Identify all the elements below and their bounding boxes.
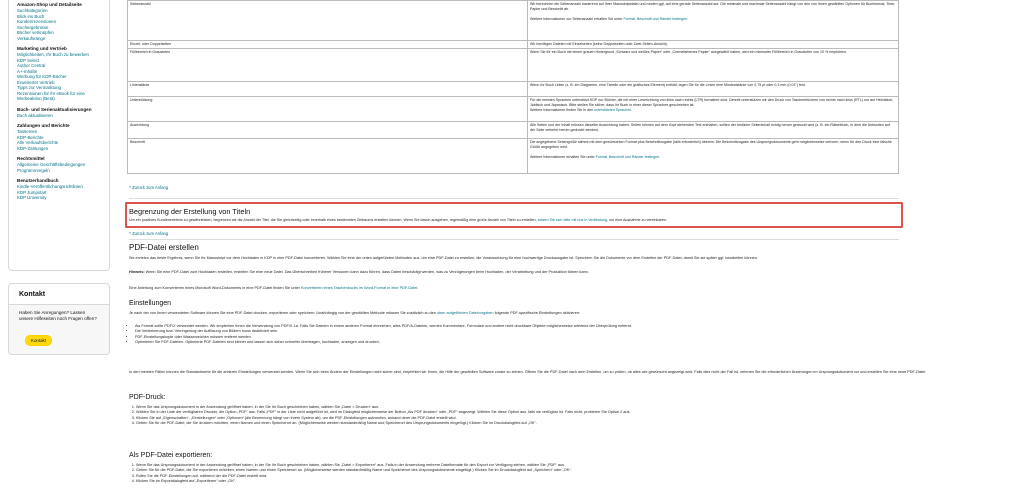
settings-intro-text: Je nach der von Ihnen verwendeten Software können Sie eine PDF-Datei drucken, exportieren oder speichern. Unabhängig von der gewählten Methode müssen Sie zusätzlich zu den	[129, 311, 437, 315]
word-conversion-link[interactable]: Konvertieren eines Taschenbuchs im Word-Format in eine PDF-Datei.	[300, 286, 419, 290]
list-item: 3. Rufen Sie die PDF-Einstellungen auf, während der die PDF-Datei erstellt wird.	[136, 474, 1009, 479]
sidebar-link[interactable]: Tipps zur Vermarktung	[17, 85, 62, 90]
sidebar-section-title: Benutzerhandbuch	[17, 178, 59, 183]
sidebar-section-title: Buch- und Serienaktualisierungen	[17, 106, 92, 112]
help-sidebar	[8, 0, 110, 271]
sidebar-link[interactable]: Tantiemen	[17, 129, 38, 134]
sidebar-section-title: Zahlungen und Berichte	[17, 123, 70, 128]
sidebar-link[interactable]: Author Central	[17, 63, 46, 68]
table-cell-more: Weitere Informationen zur Seitenanzahl erhalten Sie unter	[530, 17, 624, 21]
list-item: • PDF-Einstellungskopie oder Wasserzeichen müssen entfernt werden.	[135, 335, 1009, 340]
limit-text-body: Um ein positives Kundenerlebnis zu gewährleisten, begrenzen wir die Anzahl der Titel, die Sie gleichzeitig oder innerhalb eines bestimmten Zeitraums erstellen können. Wenn Sie davon ausgehen, regelmäßig eine große Anzahl von Titeln zu erstellen,	[129, 218, 538, 222]
table-cell-name: Ausrichtung	[128, 122, 528, 139]
table-cell-more: Weitere Informationen erhalten Sie unter	[530, 155, 596, 159]
table-cell-text	[528, 139, 899, 174]
table-cell-desc: Für die meisten Sprachen unterstützt KDP nur Bücher, die mit einer Leserichtung von links nach rechts (LTR) formatiert sind. Derzeit unterstützen wir den Druck von Taschenbüchern von rechts nach links (RTL) nur auf Hebräisch, Jiddisch und Japanisch. Bitte stellen Sie sicher, dass Ihr Buch in einer dieser Sprachen geschrieben ist.	[530, 98, 894, 107]
sidebar-link[interactable]: Suchkategorien	[17, 8, 48, 13]
sidebar-link[interactable]: KDP-Berichte	[17, 134, 44, 140]
sidebar-link[interactable]: KDP University	[17, 195, 47, 200]
list-item: 3. Klicken Sie auf „Eigenschaften“, „Einstellungen“ oder „Optionen“ (die Benennung hängt von Ihrem System ab), um die PDF-Einstellungen aufzurufen, anhand derer die PDF-Datei erstellt wird.	[136, 416, 1009, 421]
table-cell-text: Wenn Ihr Buch Linien (z. B. ein Diagramm, eine Tabelle oder ein grafisches Element) enthält, legen Sie für die Linien eine Mindeststärke von 0,75 pt oder 0,3 mm (0,01") fest.	[528, 82, 899, 97]
table-cell-text: Wenn Sie für ein Buch mit einem grauen Hintergrund „Schwarz und weißes Papier“ oder „Cremefarbenes Papier“ ausgewählt haben, wird ein minimaler Füllbereich in Graustufen von 10 % empfohlen.	[528, 49, 899, 82]
table-cell-name: Füllbereich in Graustufen	[128, 49, 528, 82]
sidebar-section-title: Rechtsmittel	[17, 156, 45, 161]
sidebar-link[interactable]: Blick ins Buch	[17, 13, 45, 19]
list-item: • Die Verkleinerung bzw. Verringerung der Auflösung von Bildern muss deaktiviert sein.	[135, 329, 1009, 334]
sidebar-link[interactable]: KDP Select	[17, 57, 40, 63]
section-title-export: Als PDF-Datei exportieren:	[129, 452, 213, 459]
table-cell-desc: Die angegebene Seitengröße stimmt mit dem gewünschten Format plus Beschnittzugabe (falls erforderlich) überein. Die Beschnittzugabe des Ursprungsdokuments geht möglicherweise verloren, wenn für den Druck eine falsche Größe angegeben wird.	[530, 140, 892, 149]
sidebar-link[interactable]: KDP Jumpstart	[17, 189, 47, 195]
list-item: 4. Geben Sie für die PDF-Datei, die Sie drucken möchten, einen Namen und einen Speicherort an. (Möglicherweise werden standardmäßig Name und Speicherort des Ursprungsdokuments eingefügt.) Klicken Sie im Druckdialogfeld auf „OK“.	[136, 421, 1009, 426]
pdf-word-note	[129, 286, 1009, 291]
list-item: 4. Klicken Sie im Exportdialogfeld auf „Exportieren“ oder „OK“.	[136, 479, 1009, 484]
table-row	[128, 1, 899, 41]
table-cell-name: Seitenanzahl	[128, 1, 528, 41]
limit-text	[129, 218, 667, 222]
table-cell-name: Linienstärke	[128, 82, 528, 97]
settings-note: In den meisten Fällen können die Standardwerte für die anderen Einstellungen verwendet werden. Wenn Sie sich beim Ändern der Einstellungen nicht sicher sind, empfehlen wir Ihnen, die Hilfe der gewählten Software zurate zu ziehen. Öffnen Sie die PDF-Datei nach dem Erstellen, um zu prüfen, ob alles wie gewünscht angezeigt wird. Falls dies nicht der Fall ist, nehmen Sie die erforderlichen Änderungen im Ursprungsdokument vor und erstellen Sie eine neue PDF-Datei.	[129, 370, 927, 374]
sidebar-link[interactable]: A+-Inhalte	[17, 68, 38, 74]
contact-button[interactable]: Kontakt	[25, 335, 52, 346]
contact-title: Kontakt	[9, 284, 109, 305]
sidebar-link[interactable]: Kundenrezensionen	[17, 19, 57, 24]
file-specs-link[interactable]: oben aufgeführten Dateivorgaben	[436, 311, 494, 315]
languages-link[interactable]: unterstützten Sprachen.	[594, 108, 633, 112]
section-title-pdf: PDF-Datei erstellen	[129, 243, 199, 252]
table-cell-text: Wir benötigen Dateien mit Einzelseiten (keine Doppelseiten oder Zwei-Seiten-Ansicht).	[528, 41, 899, 49]
contact-text: Haben Sie Anregungen? Lassen unsere Hilfeseiten noch Fragen offen?	[19, 310, 97, 321]
table-cell-desc: Wir berechnen die Seitenanzahl basierend auf Ihrer Manuskriptdatei und runden ggf. auf eine gerade Seitenanzahl auf. Die minimale und maximale Seitenanzahl hängt von den von Ihnen gewählten Optionen für Buchformat, Tinte, Papier und Beschnitt ab.	[530, 2, 896, 11]
pdf-intro: Sie erzielen das beste Ergebnis, wenn Sie Ihr Manuskript vor dem Hochladen in KDP in eine PDF-Datei konvertieren. Wählen Sie eine der unten aufgeführten Methoden aus, um eine PDF-Datei zu erstellen, die Voraussetzung für eine hochwertige Druckausgabe ist. Speichern Sie die Dokumente vor dem Erstellen der PDF-Datei; damit Sie sie später ggf. bearbeiten können.	[129, 256, 758, 260]
sidebar-link[interactable]: Buch aktualisieren	[17, 112, 53, 118]
table-cell-more: Weitere Informationen finden Sie in den	[530, 108, 595, 112]
section-title-print: PDF-Druck:	[129, 394, 166, 401]
sidebar-link[interactable]: Bücher verknüpfen	[17, 30, 54, 35]
sidebar-link[interactable]: Alle Verkaufsberichte	[17, 140, 59, 145]
table-row	[128, 41, 899, 49]
sidebar-link[interactable]: Werbung für KDP-Bücher	[17, 74, 67, 79]
list-item: • Als Format sollte PDF/X verwendet werden. Wir empfehlen Ihnen die Verwendung von PDF/X-1a. Falls Sie Dateien in einem anderen Format einreichen, alles PDF/A-Dateien, werden Kommentare, Formulare und andere nicht druckbare Objekte möglicherweise während der Überprüfung entfernt.	[135, 324, 1009, 329]
list-item: 2. Geben Sie für die PDF-Datei, die Sie exportieren möchten, einen Namen und einen Speicherort an. (Möglicherweise werden standardmäßig Name und Speicherort des Ursprungsdokuments eingefügt.) Klicken Sie im Druckdialogfeld auf „Speichern“ oder „OK“.	[136, 468, 1009, 473]
hint-label: Hinweis:	[129, 270, 145, 274]
settings-list	[129, 324, 1009, 346]
sidebar-link[interactable]: Programmregeln	[17, 167, 50, 173]
main-content	[121, 0, 1017, 493]
limit-text-tail: , um eine Ausnahme zu vereinbaren.	[606, 218, 668, 222]
table-row	[128, 139, 899, 174]
table-cell-name: Einzel- oder Doppelseiten	[128, 41, 528, 49]
back-to-top-link[interactable]: ^ Zurück zum Anfang	[129, 185, 169, 190]
list-item: • Optimieren Sie PDF-Dateien. Optimierte PDF-Dateien sind kleiner und lassen sich daher schneller übertragen, hochladen, anzeigen und drucken.	[135, 340, 1009, 345]
sidebar-section-title: Amazon-Shop und Detailseite	[17, 2, 82, 7]
table-cell-text: Alle Seiten und der Inhalt müssen dieselbe Ausrichtung haben. Seiten können auf dem Kopf stehenden Text enthalten, sollten der restliche Seiteninhalt richtig herum gedruckt wird (z. B. ein Rätselbuch, in dem die Antworten auf der Seite verkehrt herum gedruckt werden).	[528, 122, 899, 139]
table-row	[128, 97, 899, 122]
back-to-top-link[interactable]: ^ Zurück zum Anfang	[129, 231, 169, 236]
sidebar-link[interactable]: KDP-Zahlungen	[17, 145, 49, 151]
list-item: 1. Wenn Sie das Ursprungsdokument in der Anwendung geöffnet haben, in der Sie Ihr Buch geschrieben haben, wählen Sie „Datei > Drucken“ aus.	[136, 405, 1009, 410]
section-title-settings: Einstellungen	[129, 300, 172, 307]
sidebar-link[interactable]: Allgemeine Geschäftsbedingungen	[17, 162, 86, 167]
settings-intro-tail: folgende PDF-spezifische Einstellungen aktivieren:	[493, 311, 581, 315]
table-cell-name: Unterstützung	[128, 97, 528, 122]
sidebar-link[interactable]: Rezensionen für Ihr eBook für eine Werbeaktion (Beta)	[17, 90, 85, 101]
sidebar-link[interactable]: Möglichkeiten, Ihr Buch zu bewerben	[17, 52, 89, 57]
divider	[129, 239, 899, 240]
table-row	[128, 82, 899, 97]
settings-intro	[129, 311, 1009, 316]
sidebar-link[interactable]: Kindle-Veröffentlichungsrichtlinien	[17, 184, 83, 189]
sidebar-link[interactable]: Erweiterter Vertrieb	[17, 79, 55, 85]
sidebar-link[interactable]: Verkaufsränge	[17, 35, 46, 41]
format-link[interactable]: Format, Beschnitt und Ränder festlegen.	[595, 155, 661, 159]
list-item: 1. Wenn Sie das Ursprungsdokument in der Anwendung geöffnet haben, in der Sie Ihr Buch geschrieben haben, wählen Sie „Datei > Exportieren“ aus. Falls in der Anwendung mehrere Dateiformate für den Export zur Verfügung stehen, wählen Sie „PDF“ aus.	[136, 463, 1009, 468]
file-requirements-table	[127, 0, 899, 174]
divider	[129, 198, 899, 199]
export-steps	[129, 463, 1009, 485]
format-link[interactable]: Format, Beschnitt und Ränder festlegen.	[623, 17, 688, 21]
table-cell-text	[528, 1, 899, 41]
section-title-limit: Begrenzung der Erstellung von Titeln	[129, 207, 251, 216]
hint-text: Wenn Sie eine PDF-Datei zum Hochladen erstellen, erstellen Sie eine neue Datei. Das Überschreiben früherer Versionen kann dazu führen, dass Daten beschädigt werden, was zu Verzögerungen beim Hochladen, der Verarbeitung und der Produktion führen kann.	[144, 270, 589, 274]
sidebar-link[interactable]: Suchergebnisse	[17, 24, 49, 30]
print-steps	[129, 405, 1009, 427]
list-item: 2. Wählen Sie in der Liste der verfügbaren Drucker, die Option „PDF“ aus. Falls „PDF“ in der Liste nicht aufgeführt ist, wird im Dialogfeld möglicherweise der Button „Als PDF drucken“ oder „PDF“ angezeigt. Wählen Sie diese Option aus, falls sie verfügbar ist. Falls nicht, probieren Sie Option 2 aus.	[136, 410, 1009, 415]
table-row	[128, 122, 899, 139]
word-note-text: Eine Anleitung zum Konvertieren eines Microsoft Word-Dokuments in eine PDF-Datei finden Sie unter	[129, 286, 301, 290]
contact-box	[8, 283, 110, 355]
contact-us-link[interactable]: setzen Sie sich bitte mit uns in Verbindung	[537, 218, 607, 222]
table-cell-text	[528, 97, 899, 122]
table-row	[128, 49, 899, 82]
pdf-hint	[129, 270, 1009, 275]
sidebar-section-title: Marketing und Vertrieb	[17, 46, 67, 51]
table-cell-name: Beschnitt	[128, 139, 528, 174]
